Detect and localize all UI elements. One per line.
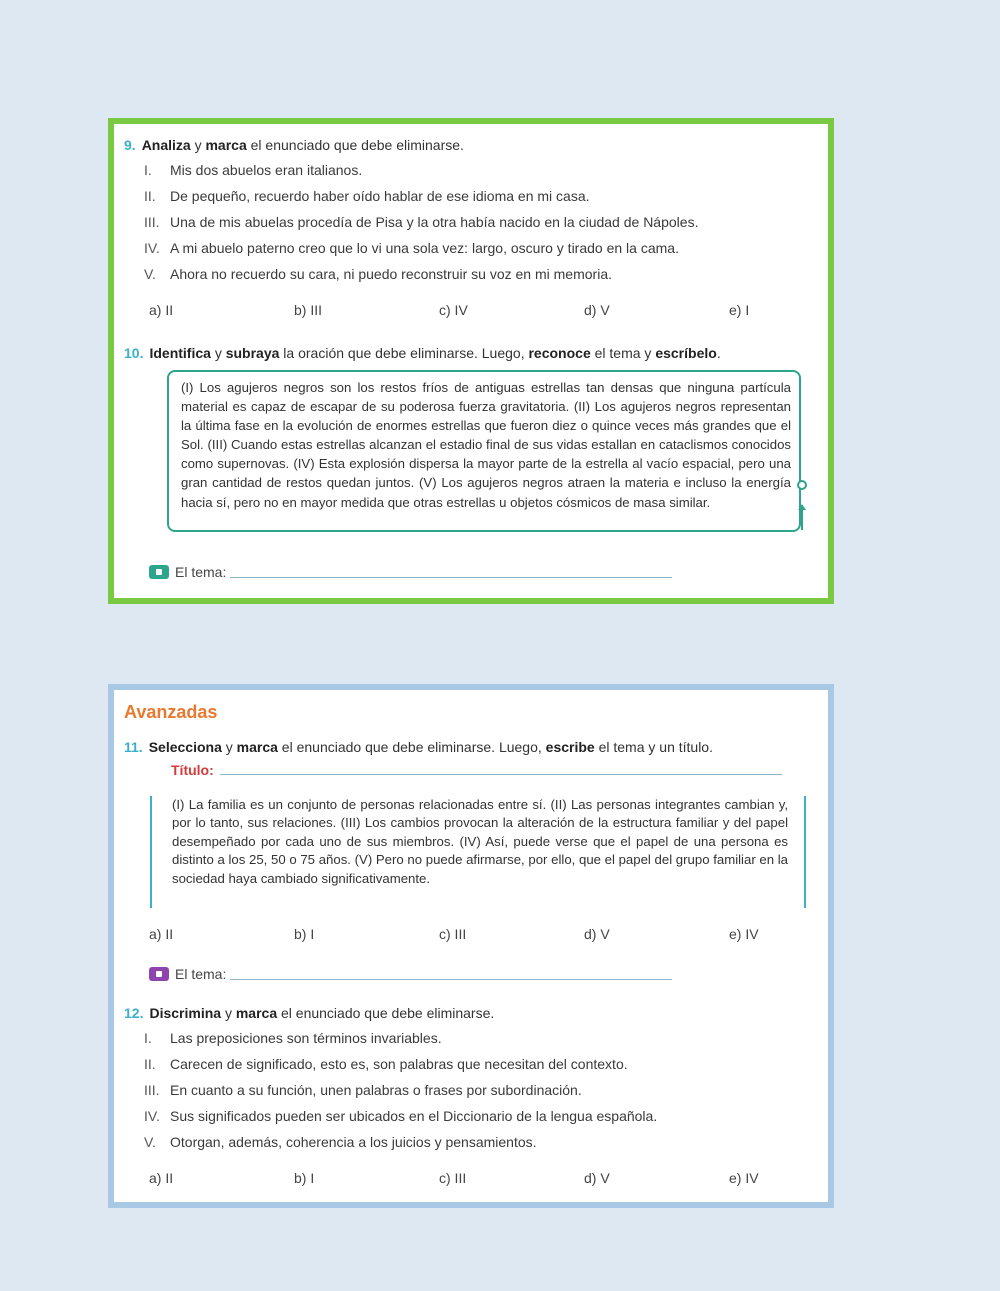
q9-item-5[interactable] [144, 266, 612, 282]
q9-item-4[interactable] [144, 240, 679, 256]
exercise-card-1 [108, 118, 834, 604]
option-c[interactable]: c) IV [439, 302, 468, 318]
option-d[interactable]: d) V [584, 926, 610, 942]
item-text: De pequeño, recuerdo haber oído hablar de ese idioma en mi casa. [170, 188, 590, 204]
verb-reconoce: reconoce [528, 345, 591, 361]
section-title: Avanzadas [124, 702, 218, 722]
question-9-instruction [124, 136, 808, 154]
write-icon [149, 565, 169, 579]
roman-numeral: IV. [144, 240, 160, 256]
option-d[interactable]: d) V [584, 1170, 610, 1186]
q12-item-4[interactable] [144, 1108, 657, 1124]
titulo-answer-line[interactable] [220, 774, 782, 775]
option-e[interactable]: e) IV [729, 1170, 759, 1186]
titulo-label: Título: [171, 762, 214, 778]
instruction-text: el enunciado que debe eliminarse. Luego, [277, 739, 546, 755]
q12-item-2[interactable] [144, 1056, 628, 1072]
instruction-text: y [221, 739, 237, 755]
instruction-text: . [716, 345, 721, 361]
question-number: 9. [124, 137, 136, 153]
question-number: 12. [124, 1005, 144, 1021]
option-e[interactable]: e) IV [729, 926, 759, 942]
arrow-up-icon [798, 504, 806, 530]
tema-answer-line[interactable] [230, 577, 672, 578]
option-b[interactable]: b) III [294, 302, 323, 318]
question-11-instruction [124, 738, 808, 756]
item-text: Una de mis abuelas procedía de Pisa y la otra había nacido en la ciudad de Nápoles. [170, 214, 699, 230]
option-a[interactable]: a) II [149, 1170, 174, 1186]
q9-item-3[interactable] [144, 214, 698, 230]
instruction-text: y [221, 1005, 236, 1021]
roman-numeral: II. [144, 188, 156, 204]
option-a[interactable]: a) II [149, 302, 174, 318]
instruction-text: y [190, 137, 206, 153]
item-text: Las preposiciones son términos invariables. [170, 1030, 442, 1046]
instruction-text: el enunciado que debe eliminarse. [246, 137, 464, 153]
exercise-card-2 [108, 684, 834, 1208]
item-text: Ahora no recuerdo su cara, ni puedo reconstruir su voz en mi memoria. [170, 266, 612, 282]
instruction-text: y [210, 345, 226, 361]
option-c[interactable]: c) III [439, 1170, 467, 1186]
question-number: 11. [124, 739, 143, 755]
option-d[interactable]: d) V [584, 302, 610, 318]
verb-subraya: subraya [225, 345, 280, 361]
q10-passage[interactable]: (I) Los agujeros negros son los restos fríos de antiguas estrellas tan densas que ninguna partícula material es capaz de escapar de su poderosa fuerza gravitatoria. (II) Los agujeros negros representan la última fase en la evolución de enormes estrellas que fueron diez o quince veces más grandes que el Sol. (III) Cuando estas estrellas alcanzan el estadio final de sus vidas estallan en cataclismos conocidos como supernovas. (IV) Esta explosión dispersa la mayor parte de la estrella al vacío espacial, pero una gran cantidad de restos quedan juntos. (V) Los agujeros negros atraen la materia e incluso la energía hacia sí, pero no en mayor medida que otras estrellas u objetos cósmicos de masa similar. [167, 370, 801, 532]
item-text: A mi abuelo paterno creo que lo vi una sola vez: largo, oscuro y tirado en la cama. [170, 240, 679, 256]
option-c[interactable]: c) III [439, 926, 467, 942]
instruction-text: la oración que debe eliminarse. Luego, [279, 345, 529, 361]
q12-item-1[interactable] [144, 1030, 442, 1046]
roman-numeral: V. [144, 266, 156, 282]
option-a[interactable]: a) II [149, 926, 174, 942]
q12-item-3[interactable] [144, 1082, 582, 1098]
instruction-text: el tema y un título. [594, 739, 713, 755]
verb-escribe: escribe [545, 739, 595, 755]
q11-titulo-row [171, 762, 782, 778]
q11-passage[interactable]: (I) La familia es un conjunto de personas relacionadas entre sí. (II) Las personas integrantes cambian y, por lo tanto, sus relaciones. (III) Los cambios provocan la alteración de la estructura familiar y del papel desempeñado por cada uno de sus miembros. (IV) Así, puede verse que el papel de una persona es distinto a los 25, 50 o 75 años. (V) Pero no puede afirmarse, por ello, que el papel del grupo familiar en la sociedad haya cambiado significativamente. [150, 796, 806, 908]
item-text: Mis dos abuelos eran italianos. [170, 162, 363, 178]
question-number: 10. [124, 345, 144, 361]
item-text: Sus significados pueden ser ubicados en el Diccionario de la lengua española. [170, 1108, 658, 1124]
roman-numeral: I. [144, 162, 152, 178]
verb-marca: marca [236, 739, 278, 755]
q9-item-2[interactable] [144, 188, 590, 204]
roman-numeral: I. [144, 1030, 152, 1046]
verb-identifica: Identifica [149, 345, 211, 361]
instruction-text: el tema y [590, 345, 656, 361]
roman-numeral: V. [144, 1134, 156, 1150]
roman-numeral: IV. [144, 1108, 160, 1124]
roman-numeral: III. [144, 214, 160, 230]
verb-marca: marca [235, 1005, 278, 1021]
connector-dot-icon [797, 480, 807, 490]
write-icon [149, 967, 169, 981]
q10-tema-row [149, 564, 672, 580]
roman-numeral: III. [144, 1082, 160, 1098]
verb-marca: marca [205, 137, 247, 153]
q12-item-5[interactable] [144, 1134, 537, 1150]
instruction-text: el enunciado que debe eliminarse. [277, 1005, 495, 1021]
verb-selecciona: Selecciona [148, 739, 222, 755]
q11-tema-row [149, 966, 672, 982]
option-e[interactable]: e) I [729, 302, 750, 318]
verb-escribelo: escríbelo [655, 345, 717, 361]
question-10-instruction [124, 344, 808, 362]
tema-label: El tema: [175, 564, 227, 580]
tema-label: El tema: [175, 966, 227, 982]
option-b[interactable]: b) I [294, 926, 315, 942]
verb-analiza: Analiza [141, 137, 191, 153]
item-text: Otorgan, además, coherencia a los juicios y pensamientos. [170, 1134, 537, 1150]
item-text: En cuanto a su función, unen palabras o frases por subordinación. [170, 1082, 582, 1098]
tema-answer-line[interactable] [230, 979, 672, 980]
q9-item-1[interactable] [144, 162, 362, 178]
roman-numeral: II. [144, 1056, 156, 1072]
item-text: Carecen de significado, esto es, son palabras que necesitan del contexto. [170, 1056, 628, 1072]
verb-discrimina: Discrimina [149, 1005, 222, 1021]
option-b[interactable]: b) I [294, 1170, 315, 1186]
question-12-instruction [124, 1004, 808, 1022]
